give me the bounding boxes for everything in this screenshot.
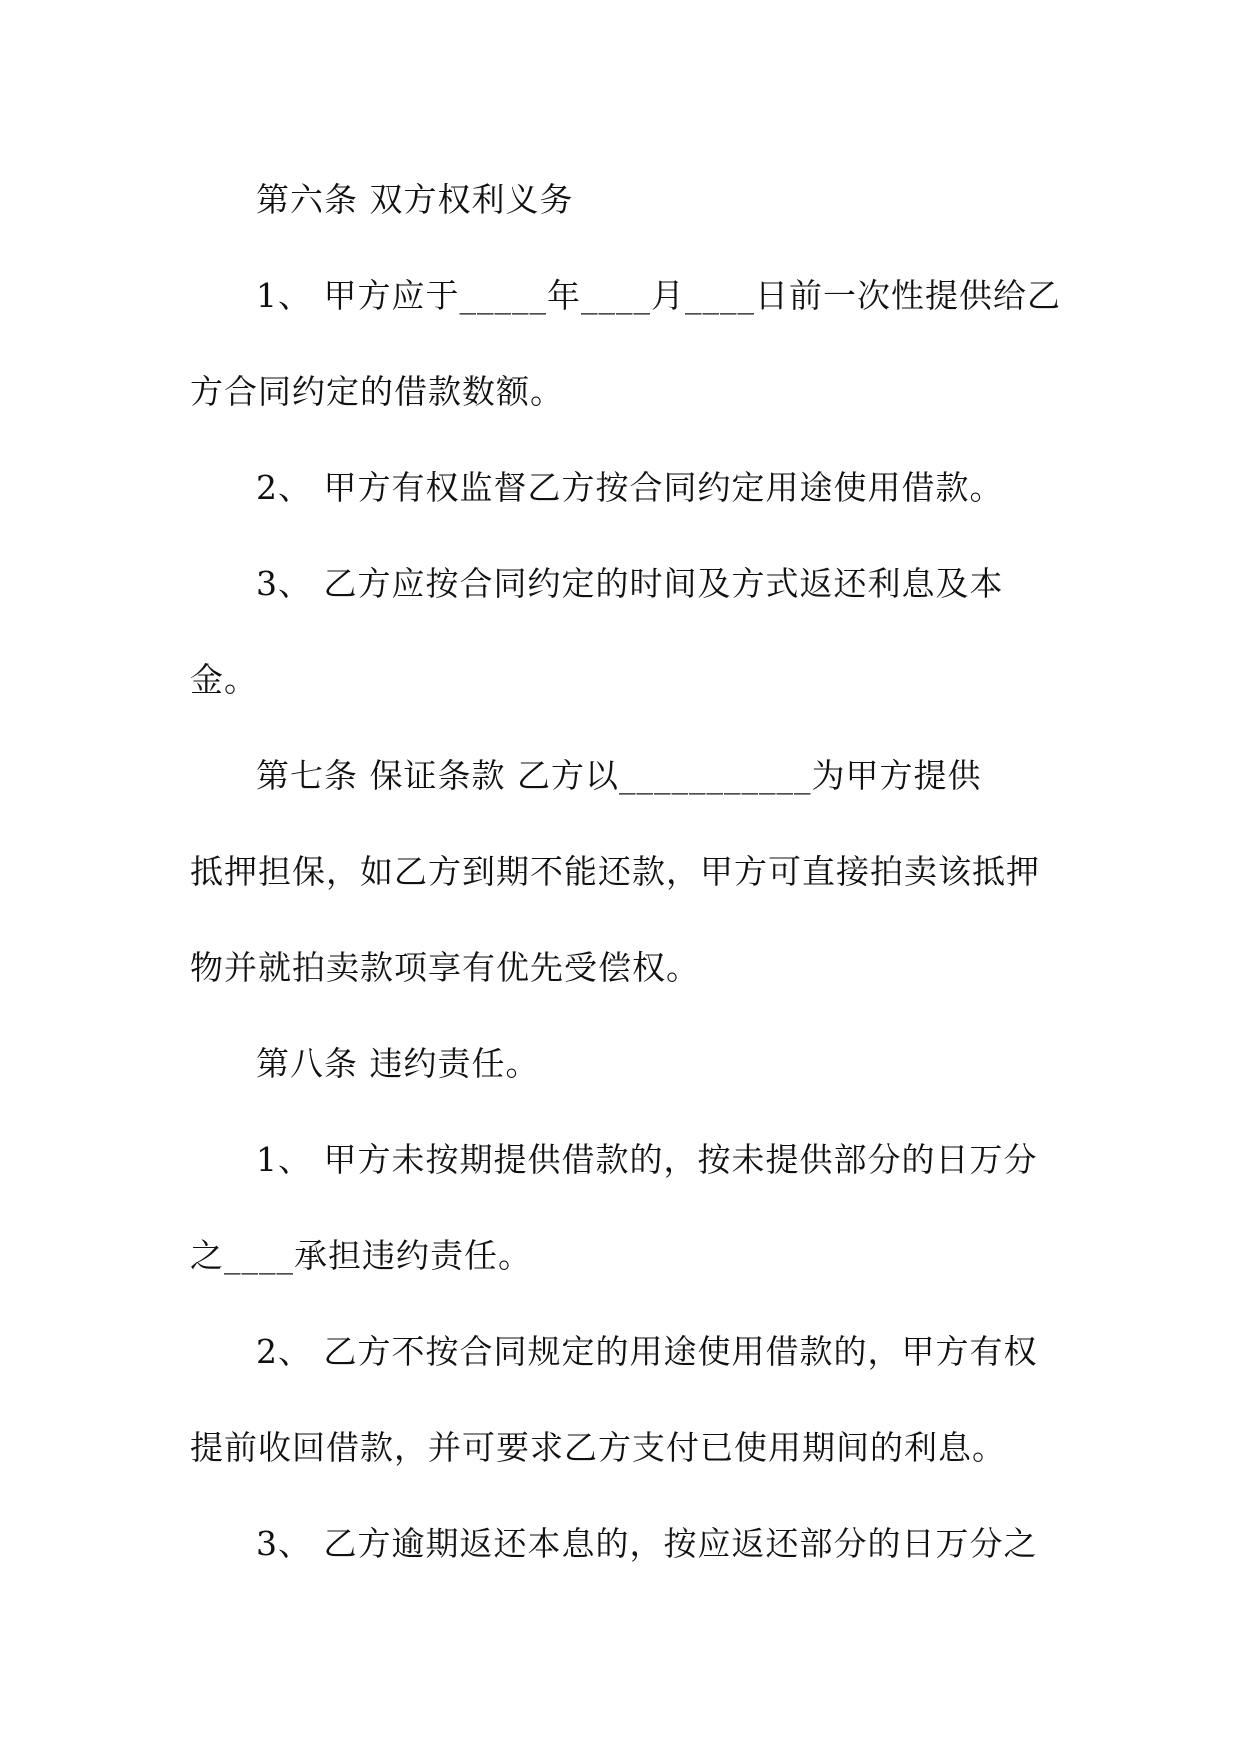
article-6-item-1-cont: 方合同约定的借款数额。 (190, 372, 564, 411)
article-8-item-3: 3、 乙方逾期返还本息的，按应返还部分的日万分之 (256, 1524, 1038, 1563)
article-7-heading: 第七条 保证条款 乙方以___________为甲方提供 (256, 756, 982, 795)
article-7-text-line-2: 抵押担保，如乙方到期不能还款，甲方可直接拍卖该抵押 (190, 852, 1040, 891)
article-7-text-line-3: 物并就拍卖款项享有优先受偿权。 (190, 948, 700, 987)
article-6-heading: 第六条 双方权利义务 (256, 180, 574, 219)
article-8-heading: 第八条 违约责任。 (256, 1044, 540, 1083)
article-6-item-3-cont: 金。 (190, 660, 258, 699)
article-6-item-1: 1、 甲方应于_____年____月____日前一次性提供给乙 (256, 276, 1061, 315)
article-6-item-3: 3、 乙方应按合同约定的时间及方式返还利息及本 (256, 564, 1004, 603)
article-8-item-2-cont: 提前收回借款，并可要求乙方支付已使用期间的利息。 (190, 1428, 1006, 1467)
article-8-item-1-cont: 之____承担违约责任。 (190, 1236, 532, 1275)
article-8-item-2: 2、 乙方不按合同规定的用途使用借款的，甲方有权 (256, 1332, 1038, 1371)
article-8-item-1: 1、 甲方未按期提供借款的，按未提供部分的日万分 (256, 1140, 1038, 1179)
article-6-item-2: 2、 甲方有权监督乙方按合同约定用途使用借款。 (256, 468, 1004, 507)
